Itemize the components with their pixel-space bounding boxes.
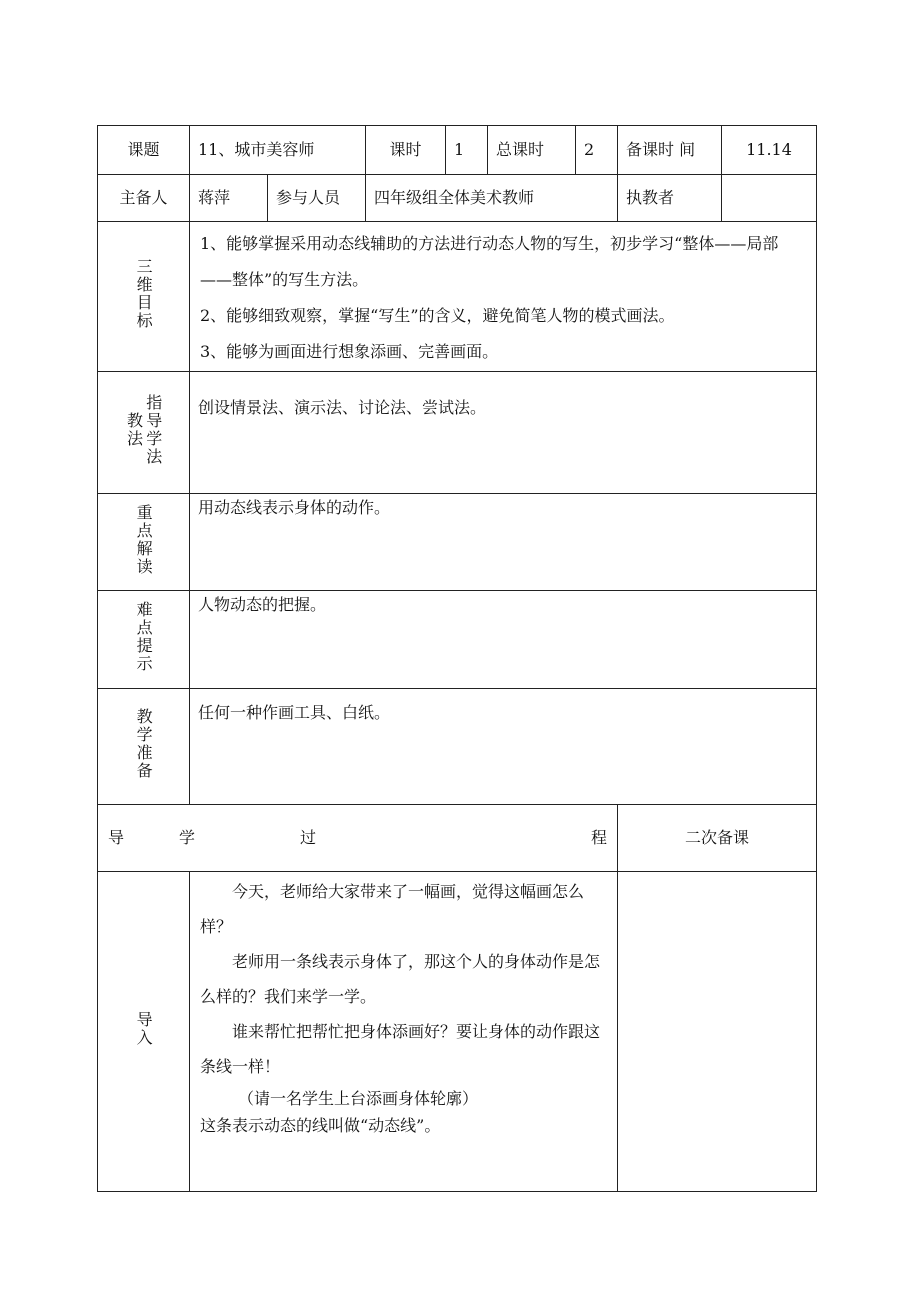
topic-value: 11、城市美容师 [190,126,366,175]
prep-time-label: 备课时 间 [618,126,722,175]
goals-label: 三维目标 [134,258,154,331]
lesson-plan-table [97,125,817,1192]
preparation-label-cell [98,689,190,805]
goals-row [98,222,817,372]
second-prep-header: 二次备课 [618,805,817,872]
goals-content [190,222,817,372]
key-points-label-cell [98,494,190,591]
second-prep-cell [618,872,817,1192]
total-hours-value: 2 [576,126,618,175]
process-header-char: 导 [108,828,125,848]
process-header-char: 程 [590,828,607,848]
methods-label: 指导学法教法 [124,394,163,467]
difficulties-label-cell [98,591,190,689]
process-header-char: 学 [178,828,195,848]
key-points-text: 用动态线表示身体的动作。 [190,494,817,591]
goal-item: 3、能够为画面进行想象添画、完善画面。 [200,342,499,361]
participants-label: 参与人员 [268,175,366,222]
preparation-text: 任何一种作画工具、白纸。 [190,689,817,805]
intro-paragraph: 这条表示动态的线叫做“动态线”。 [200,1116,441,1135]
process-header-cell [98,805,618,872]
main-preparer-label: 主备人 [98,175,190,222]
intro-paragraph: 今天，老师给大家带来了一幅画，觉得这幅画怎么样？ [200,882,585,936]
participants-value: 四年级组全体美术教师 [366,175,618,222]
goal-item: 1、能够掌握采用动态线辅助的方法进行动态人物的写生，初步学习“整体——局部——整体”的写生方法。 [200,234,779,289]
intro-paragraph: 谁来帮忙把帮忙把身体添画好？要让身体的动作跟这条线一样！ [200,1022,601,1076]
prep-time-value: 11.14 [722,126,817,175]
process-header-char: 过 [299,828,316,848]
intro-row [98,872,817,1192]
header-row-1 [98,126,817,175]
difficulties-row [98,591,817,689]
preparation-label: 教学准备 [134,708,154,781]
methods-row [98,372,817,494]
intro-paragraph: 老师用一条线表示身体了，那这个人的身体动作是怎么样的？我们来学一学。 [200,952,601,1006]
intro-paragraph: （请一名学生上台添画身体轮廓） [238,1089,479,1108]
key-points-row [98,494,817,591]
intro-content [190,872,618,1192]
process-header-row [98,805,817,872]
goal-item: 2、能够细致观察，掌握“写生”的含义，避免简笔人物的模式画法。 [200,306,675,325]
hours-value: 1 [446,126,488,175]
teacher-value [722,175,817,222]
difficulties-label: 难点提示 [134,601,154,674]
teacher-label: 执教者 [618,175,722,222]
methods-text: 创设情景法、演示法、讨论法、尝试法。 [190,372,817,494]
topic-label: 课题 [98,126,190,175]
hours-label: 课时 [366,126,446,175]
main-preparer-value: 蒋萍 [190,175,268,222]
key-points-label: 重点解读 [134,503,154,576]
preparation-row [98,689,817,805]
header-row-2 [98,175,817,222]
methods-label-cell [98,372,190,494]
intro-label: 导入 [134,1011,154,1048]
goals-label-cell [98,222,190,372]
total-hours-label: 总课时 [488,126,576,175]
intro-label-cell [98,872,190,1192]
difficulties-text: 人物动态的把握。 [190,591,817,689]
